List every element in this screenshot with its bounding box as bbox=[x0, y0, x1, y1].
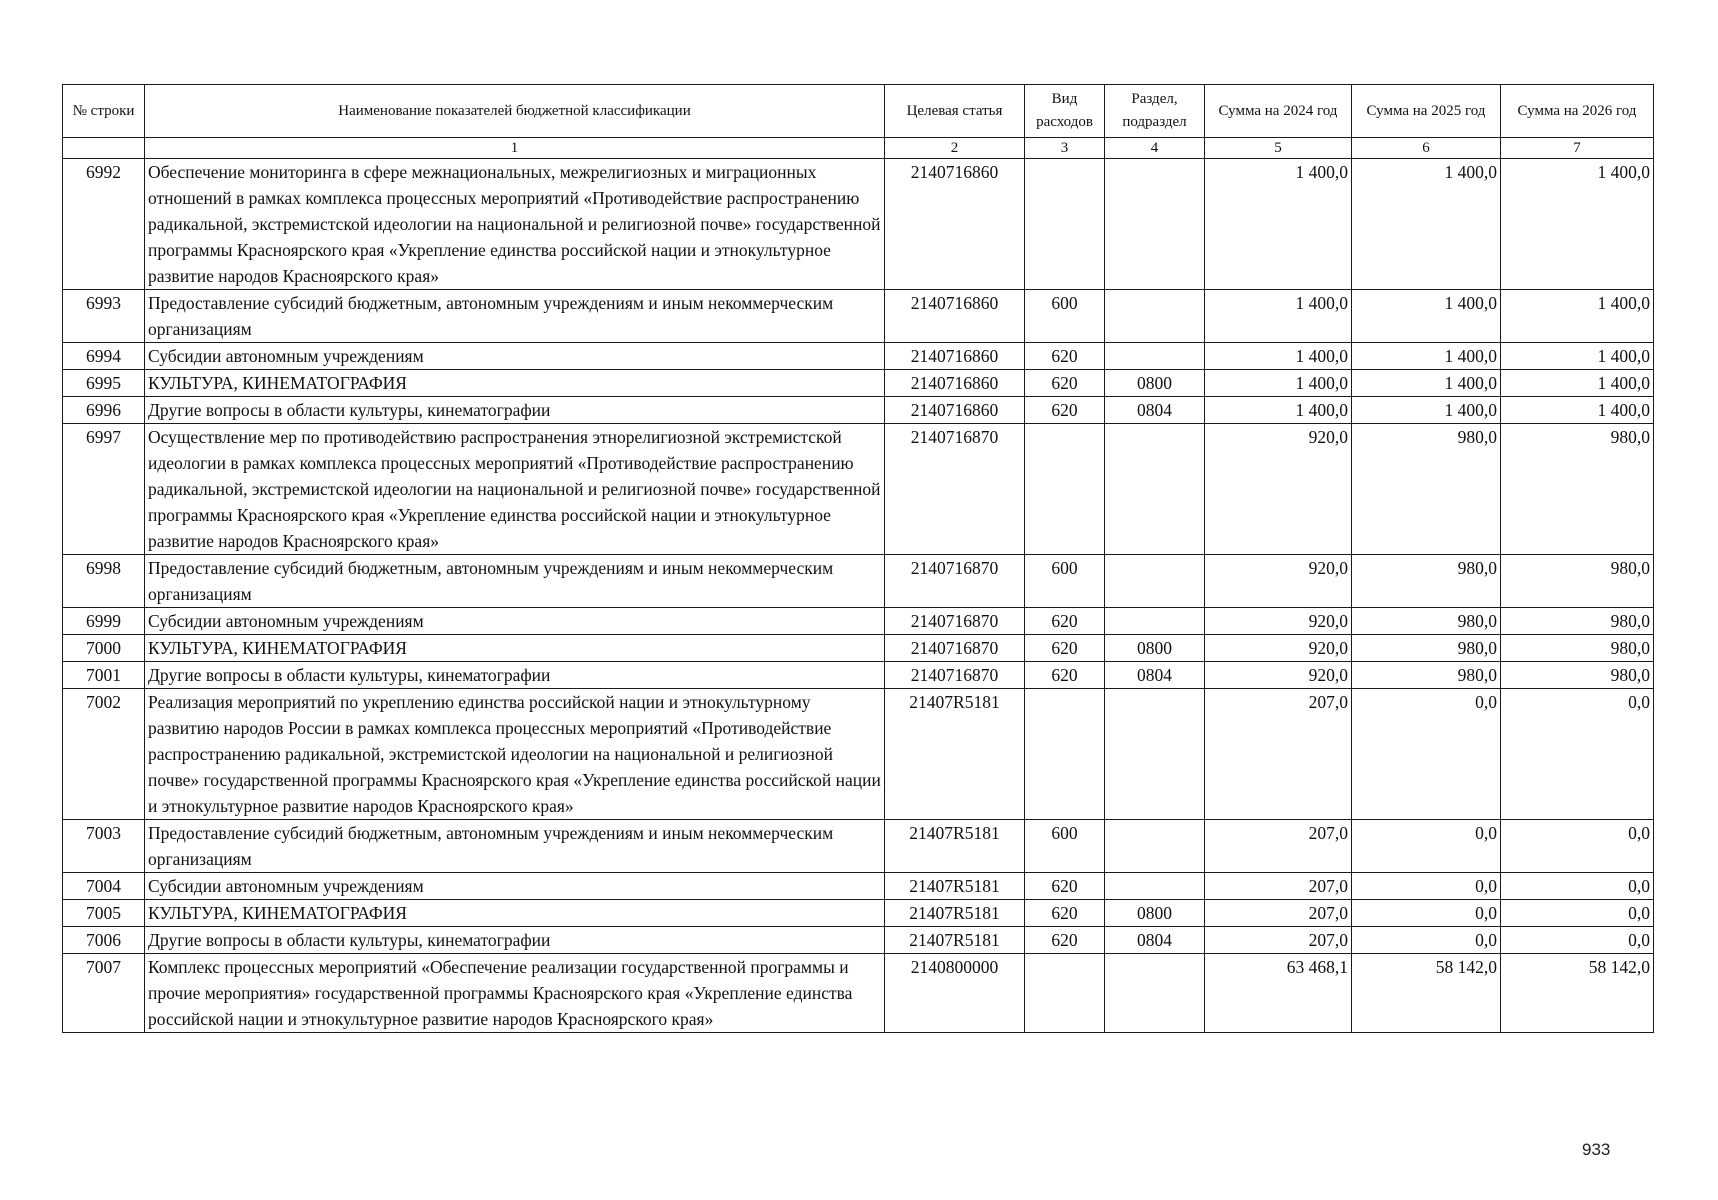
sum-2026-cell: 1 400,0 bbox=[1501, 159, 1654, 290]
expense-type-cell bbox=[1025, 689, 1105, 820]
sum-2025-cell: 0,0 bbox=[1352, 873, 1501, 900]
row-name-cell: Субсидии автономным учреждениям bbox=[145, 608, 885, 635]
section-cell: 0804 bbox=[1105, 662, 1205, 689]
row-name-cell: Осуществление мер по противодействию распространения этнорелигиозной экстремистской идеологии в рамках комплекса процессных мероприятий «Противодействие распространению радикальной, экстремистской идеологии на национальной и религиозной почве» государственной программы Красноярского края «Укрепление единства российской нации и этнокультурное развитие народов Красноярского края» bbox=[145, 424, 885, 555]
table-body bbox=[63, 159, 1654, 1033]
column-number: 5 bbox=[1205, 138, 1352, 159]
sum-2026-cell: 1 400,0 bbox=[1501, 290, 1654, 343]
target-article-cell: 21407R5181 bbox=[885, 927, 1025, 954]
target-article-cell: 21407R5181 bbox=[885, 820, 1025, 873]
table-row bbox=[63, 370, 1654, 397]
section-cell bbox=[1105, 555, 1205, 608]
sum-2024-cell: 1 400,0 bbox=[1205, 159, 1352, 290]
expense-type-cell bbox=[1025, 424, 1105, 555]
target-article-cell: 2140716870 bbox=[885, 555, 1025, 608]
table-row bbox=[63, 873, 1654, 900]
section-cell: 0804 bbox=[1105, 397, 1205, 424]
sum-2024-cell: 207,0 bbox=[1205, 900, 1352, 927]
target-article-cell: 2140716870 bbox=[885, 635, 1025, 662]
row-name-cell: КУЛЬТУРА, КИНЕМАТОГРАФИЯ bbox=[145, 370, 885, 397]
section-cell: 0800 bbox=[1105, 635, 1205, 662]
column-number: 7 bbox=[1501, 138, 1654, 159]
section-cell bbox=[1105, 159, 1205, 290]
table-row bbox=[63, 343, 1654, 370]
sum-2025-cell: 0,0 bbox=[1352, 927, 1501, 954]
row-name-cell: КУЛЬТУРА, КИНЕМАТОГРАФИЯ bbox=[145, 900, 885, 927]
row-name-cell: Предоставление субсидий бюджетным, автономным учреждениям и иным некоммерческим организациям bbox=[145, 555, 885, 608]
column-number: 2 bbox=[885, 138, 1025, 159]
sum-2026-cell: 0,0 bbox=[1501, 689, 1654, 820]
row-name-cell: Реализация мероприятий по укреплению единства российской нации и этнокультурному развитию народов России в рамках комплекса процессных мероприятий «Противодействие распространению радикальной, экстремистской идеологии на национальной и религиозной почве» государственной программы Красноярского края «Укрепление единства российской нации и этнокультурное развитие народов Красноярского края» bbox=[145, 689, 885, 820]
target-article-cell: 2140716870 bbox=[885, 608, 1025, 635]
row-number-cell: 7003 bbox=[63, 820, 145, 873]
sum-2024-cell: 1 400,0 bbox=[1205, 290, 1352, 343]
column-number-row bbox=[63, 138, 1654, 159]
row-name-cell: Другие вопросы в области культуры, кинематографии bbox=[145, 397, 885, 424]
target-article-cell: 21407R5181 bbox=[885, 689, 1025, 820]
row-name-cell: КУЛЬТУРА, КИНЕМАТОГРАФИЯ bbox=[145, 635, 885, 662]
row-number-cell: 6993 bbox=[63, 290, 145, 343]
header-sum-2024: Сумма на 2024 год bbox=[1205, 85, 1352, 138]
section-cell bbox=[1105, 424, 1205, 555]
table-header bbox=[63, 85, 1654, 138]
sum-2026-cell: 980,0 bbox=[1501, 555, 1654, 608]
sum-2024-cell: 920,0 bbox=[1205, 555, 1352, 608]
expense-type-cell: 620 bbox=[1025, 873, 1105, 900]
sum-2024-cell: 1 400,0 bbox=[1205, 343, 1352, 370]
sum-2025-cell: 980,0 bbox=[1352, 555, 1501, 608]
row-name-cell: Субсидии автономным учреждениям bbox=[145, 343, 885, 370]
expense-type-cell: 600 bbox=[1025, 820, 1105, 873]
sum-2024-cell: 920,0 bbox=[1205, 662, 1352, 689]
row-name-cell: Предоставление субсидий бюджетным, автономным учреждениям и иным некоммерческим организациям bbox=[145, 820, 885, 873]
table-row bbox=[63, 927, 1654, 954]
target-article-cell: 2140800000 bbox=[885, 954, 1025, 1033]
sum-2024-cell: 63 468,1 bbox=[1205, 954, 1352, 1033]
section-cell bbox=[1105, 608, 1205, 635]
target-article-cell: 2140716870 bbox=[885, 662, 1025, 689]
target-article-cell: 2140716860 bbox=[885, 290, 1025, 343]
sum-2025-cell: 58 142,0 bbox=[1352, 954, 1501, 1033]
table-row bbox=[63, 635, 1654, 662]
row-name-cell: Обеспечение мониторинга в сфере межнациональных, межрелигиозных и миграционных отношений в рамках комплекса процессных мероприятий «Противодействие распространению радикальной, экстремистской идеологии на национальной и религиозной почве» государственной программы Красноярского края «Укрепление единства российской нации и этнокультурное развитие народов Красноярского края» bbox=[145, 159, 885, 290]
table-row bbox=[63, 662, 1654, 689]
target-article-cell: 2140716860 bbox=[885, 370, 1025, 397]
sum-2024-cell: 920,0 bbox=[1205, 424, 1352, 555]
expense-type-cell bbox=[1025, 954, 1105, 1033]
table-row bbox=[63, 555, 1654, 608]
target-article-cell: 2140716860 bbox=[885, 343, 1025, 370]
section-cell bbox=[1105, 820, 1205, 873]
table-row bbox=[63, 954, 1654, 1033]
table-row bbox=[63, 290, 1654, 343]
header-name: Наименование показателей бюджетной классификации bbox=[145, 85, 885, 138]
table-row bbox=[63, 900, 1654, 927]
sum-2024-cell: 207,0 bbox=[1205, 927, 1352, 954]
sum-2024-cell: 207,0 bbox=[1205, 689, 1352, 820]
expense-type-cell: 620 bbox=[1025, 370, 1105, 397]
sum-2026-cell: 0,0 bbox=[1501, 927, 1654, 954]
section-cell bbox=[1105, 343, 1205, 370]
row-name-cell: Комплекс процессных мероприятий «Обеспечение реализации государственной программы и прочие мероприятия» государственной программы Красноярского края «Укрепление единства российской нации и этнокультурное развитие народов Красноярского края» bbox=[145, 954, 885, 1033]
row-number-cell: 6999 bbox=[63, 608, 145, 635]
sum-2025-cell: 1 400,0 bbox=[1352, 290, 1501, 343]
header-section: Раздел, подраздел bbox=[1105, 85, 1205, 138]
sum-2026-cell: 980,0 bbox=[1501, 424, 1654, 555]
section-cell: 0800 bbox=[1105, 900, 1205, 927]
sum-2025-cell: 0,0 bbox=[1352, 820, 1501, 873]
sum-2026-cell: 980,0 bbox=[1501, 662, 1654, 689]
table-row bbox=[63, 820, 1654, 873]
table-row bbox=[63, 159, 1654, 290]
row-number-cell: 7004 bbox=[63, 873, 145, 900]
row-number-cell: 7000 bbox=[63, 635, 145, 662]
row-number-cell: 6998 bbox=[63, 555, 145, 608]
expense-type-cell: 620 bbox=[1025, 635, 1105, 662]
row-number-cell: 7006 bbox=[63, 927, 145, 954]
target-article-cell: 2140716860 bbox=[885, 159, 1025, 290]
sum-2026-cell: 1 400,0 bbox=[1501, 370, 1654, 397]
sum-2025-cell: 980,0 bbox=[1352, 608, 1501, 635]
header-expense-type: Вид расходов bbox=[1025, 85, 1105, 138]
target-article-cell: 21407R5181 bbox=[885, 900, 1025, 927]
expense-type-cell: 620 bbox=[1025, 608, 1105, 635]
column-number-blank bbox=[63, 138, 145, 159]
row-number-cell: 6995 bbox=[63, 370, 145, 397]
row-number-cell: 7005 bbox=[63, 900, 145, 927]
sum-2025-cell: 980,0 bbox=[1352, 662, 1501, 689]
sum-2025-cell: 1 400,0 bbox=[1352, 159, 1501, 290]
section-cell bbox=[1105, 873, 1205, 900]
target-article-cell: 21407R5181 bbox=[885, 873, 1025, 900]
table-row bbox=[63, 689, 1654, 820]
expense-type-cell: 620 bbox=[1025, 900, 1105, 927]
row-number-cell: 7002 bbox=[63, 689, 145, 820]
expense-type-cell: 620 bbox=[1025, 927, 1105, 954]
expense-type-cell: 620 bbox=[1025, 343, 1105, 370]
column-number: 1 bbox=[145, 138, 885, 159]
column-number: 3 bbox=[1025, 138, 1105, 159]
sum-2026-cell: 58 142,0 bbox=[1501, 954, 1654, 1033]
table-row bbox=[63, 424, 1654, 555]
sum-2025-cell: 1 400,0 bbox=[1352, 343, 1501, 370]
row-number-cell: 6996 bbox=[63, 397, 145, 424]
row-name-cell: Другие вопросы в области культуры, кинематографии bbox=[145, 662, 885, 689]
header-target-article: Целевая статья bbox=[885, 85, 1025, 138]
sum-2026-cell: 0,0 bbox=[1501, 900, 1654, 927]
expense-type-cell: 600 bbox=[1025, 290, 1105, 343]
sum-2026-cell: 1 400,0 bbox=[1501, 343, 1654, 370]
row-number-cell: 6994 bbox=[63, 343, 145, 370]
sum-2026-cell: 1 400,0 bbox=[1501, 397, 1654, 424]
section-cell: 0800 bbox=[1105, 370, 1205, 397]
sum-2025-cell: 1 400,0 bbox=[1352, 397, 1501, 424]
column-number: 4 bbox=[1105, 138, 1205, 159]
column-number: 6 bbox=[1352, 138, 1501, 159]
sum-2024-cell: 1 400,0 bbox=[1205, 397, 1352, 424]
expense-type-cell: 620 bbox=[1025, 662, 1105, 689]
table-row bbox=[63, 397, 1654, 424]
sum-2025-cell: 980,0 bbox=[1352, 635, 1501, 662]
sum-2024-cell: 920,0 bbox=[1205, 608, 1352, 635]
table-row bbox=[63, 608, 1654, 635]
header-sum-2026: Сумма на 2026 год bbox=[1501, 85, 1654, 138]
row-number-cell: 6997 bbox=[63, 424, 145, 555]
expense-type-cell: 620 bbox=[1025, 397, 1105, 424]
header-sum-2025: Сумма на 2025 год bbox=[1352, 85, 1501, 138]
sum-2025-cell: 0,0 bbox=[1352, 900, 1501, 927]
row-name-cell: Субсидии автономным учреждениям bbox=[145, 873, 885, 900]
sum-2026-cell: 980,0 bbox=[1501, 635, 1654, 662]
row-name-cell: Предоставление субсидий бюджетным, автономным учреждениям и иным некоммерческим организациям bbox=[145, 290, 885, 343]
sum-2025-cell: 0,0 bbox=[1352, 689, 1501, 820]
section-cell: 0804 bbox=[1105, 927, 1205, 954]
section-cell bbox=[1105, 954, 1205, 1033]
section-cell bbox=[1105, 290, 1205, 343]
budget-table bbox=[62, 84, 1654, 1033]
row-name-cell: Другие вопросы в области культуры, кинематографии bbox=[145, 927, 885, 954]
sum-2026-cell: 980,0 bbox=[1501, 608, 1654, 635]
target-article-cell: 2140716870 bbox=[885, 424, 1025, 555]
sum-2026-cell: 0,0 bbox=[1501, 820, 1654, 873]
sum-2026-cell: 0,0 bbox=[1501, 873, 1654, 900]
sum-2024-cell: 207,0 bbox=[1205, 873, 1352, 900]
row-number-cell: 7001 bbox=[63, 662, 145, 689]
target-article-cell: 2140716860 bbox=[885, 397, 1025, 424]
sum-2024-cell: 1 400,0 bbox=[1205, 370, 1352, 397]
header-row-number: № строки bbox=[63, 85, 145, 138]
row-number-cell: 6992 bbox=[63, 159, 145, 290]
row-number-cell: 7007 bbox=[63, 954, 145, 1033]
sum-2024-cell: 207,0 bbox=[1205, 820, 1352, 873]
expense-type-cell bbox=[1025, 159, 1105, 290]
sum-2025-cell: 1 400,0 bbox=[1352, 370, 1501, 397]
sum-2024-cell: 920,0 bbox=[1205, 635, 1352, 662]
expense-type-cell: 600 bbox=[1025, 555, 1105, 608]
page-number: 933 bbox=[1582, 1140, 1611, 1159]
section-cell bbox=[1105, 689, 1205, 820]
sum-2025-cell: 980,0 bbox=[1352, 424, 1501, 555]
